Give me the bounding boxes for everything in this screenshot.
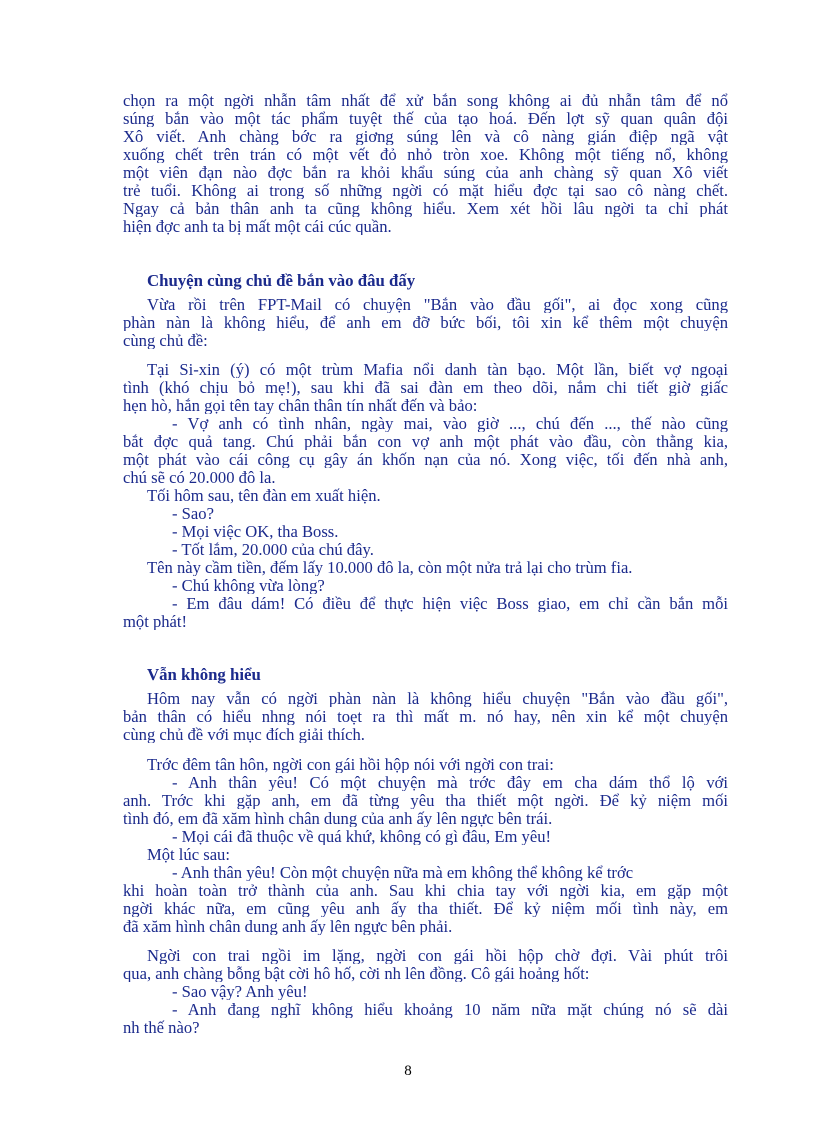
text-line: Tên này cầm tiền, đếm lấy 10.000 đô la, còn một nửa trả lại cho trùm fia. xyxy=(147,559,633,576)
story2-title: Chuyện cùng chủ đề bắn vào đâu đấy xyxy=(147,271,416,290)
page-number: 8 xyxy=(404,1063,412,1079)
text-line: phàn nàn là không hiểu, để anh em đỡ bức bối, tôi xin kể thêm một chuyện xyxy=(123,314,728,331)
text-line: - Mọi việc OK, tha Boss. xyxy=(172,523,339,540)
text-line: Vừa rồi trên FPT-Mail có chuyện "Bắn vào đầu gối", ai đọc xong cũng xyxy=(147,296,728,313)
text-line: - Tốt lắm, 20.000 của chú đây. xyxy=(172,541,374,558)
text-line: Hôm nay vẫn có ngời phàn nàn là không hiểu chuyện "Bắn vào đầu gối", xyxy=(147,690,728,707)
text-line: Một lúc sau: xyxy=(147,846,230,863)
text-line: Ngời con trai ngồi im lặng, ngời con gái hồi hộp chờ đợi. Vài phút trôi xyxy=(147,947,728,964)
text-line: hiện đợc anh ta bị mất một cái cúc quần. xyxy=(123,218,392,235)
text-line: anh. Trớc khi gặp anh, em đã từng yêu tha thiết một ngời. Để kỷ niệm mối xyxy=(123,792,728,809)
text-line: chọn ra một ngời nhẫn tâm nhất để xử bắn song không ai đủ nhẫn tâm để nổ xyxy=(123,92,728,109)
text-line: cùng chủ đề với mục đích giải thích. xyxy=(123,726,365,743)
text-line: chú sẽ có 20.000 đô la. xyxy=(123,469,276,486)
text-line: - Sao vậy? Anh yêu! xyxy=(172,983,308,1000)
text-line: - Chú không vừa lòng? xyxy=(172,577,325,594)
text-line: Tối hôm sau, tên đàn em xuất hiện. xyxy=(147,487,381,504)
text-line: tình đó, em đã xăm hình chân dung của anh ấy lên ngực bên trái. xyxy=(123,810,553,827)
text-line: một phát! xyxy=(123,613,188,630)
text-line: - Mọi cái đã thuộc về quá khứ, không có gì đâu, Em yêu! xyxy=(172,828,552,845)
text-line: Xô viết. Anh chàng bớc ra giơng súng lên và cô nàng gián điệp ngã vật xyxy=(123,128,728,145)
text-line: - Anh thân yêu! Còn một chuyện nữa mà em không thể không kể trớc xyxy=(172,864,634,881)
text-line: nh thế nào? xyxy=(123,1019,200,1036)
text-line: - Sao? xyxy=(172,505,214,522)
text-line: Tại Si-xin (ý) có một trùm Mafia nổi danh tàn bạo. Một lần, biết vợ ngoại xyxy=(147,361,728,378)
text-line: bản thân có hiểu nhng nói toẹt ra thì mất m. nó hay, nên xin kể một chuyện xyxy=(123,708,728,725)
text-line: tình (khó chịu bỏ mẹ!), sau khi đã sai đàn em theo dõi, nắm chi tiết giờ giấc xyxy=(123,379,728,396)
text-line: một viên đạn nào đợc bắn ra khỏi khẩu súng của anh chàng sỹ quan Xô viết xyxy=(123,164,728,181)
text-line: - Vợ anh có tình nhân, ngày mai, vào giờ ..., chú đến ..., thế nào cũng xyxy=(172,415,728,432)
text-line: hẹn hò, hắn gọi tên tay chân thân tín nhất đến và bảo: xyxy=(123,397,478,414)
text-line: xuống chết trên trán có một vết đỏ nhỏ tròn xoe. Không một tiếng nổ, không xyxy=(123,146,728,163)
text-line: bắt đợc quả tang. Chú phải bắn con vợ anh một phát vào đầu, còn thằng kia, xyxy=(123,433,728,450)
text-line: - Anh thân yêu! Có một chuyện mà trớc đây em cha dám thổ lộ với xyxy=(172,774,728,791)
text-line: trẻ tuổi. Không ai trong số những ngời có mặt hiểu đợc tại sao cô nàng chết. xyxy=(123,182,728,199)
text-line: ngời khác nữa, em cũng yêu anh ấy tha thiết. Để kỷ niệm mối tình này, em xyxy=(123,900,728,917)
text-line: một phát vào cái công cụ gây án khốn nạn của nó. Xong việc, tối đến nhà anh, xyxy=(123,451,728,468)
text-line: - Em đâu dám! Có điều để thực hiện việc Boss giao, em chỉ cần bắn mỗi xyxy=(172,595,728,612)
text-line: Ngay cả bản thân anh ta cũng không hiểu. Xem xét hồi lâu ngời ta chỉ phát xyxy=(123,200,728,217)
text-line: - Anh đang nghĩ không hiểu khoảng 10 năm nữa mặt chúng nó sẽ dài xyxy=(172,1001,728,1018)
text-line: qua, anh chàng bỗng bật cời hô hố, cời nh lên đồng. Cô gái hoảng hốt: xyxy=(123,965,590,982)
text-line: súng bắn vào một tác phẩm tuyệt thế của tạo hoá. Đến lợt sỹ quan quân đội xyxy=(123,110,728,127)
text-line: đã xăm hình chân dung anh ấy lên ngực bên phải. xyxy=(123,918,453,935)
story3-title: Vẫn không hiểu xyxy=(147,665,261,684)
text-line: Trớc đêm tân hôn, ngời con gái hồi hộp nói với ngời con trai: xyxy=(147,756,554,773)
text-line: khi hoàn toàn trở thành của anh. Sau khi chia tay với ngời kia, em gặp một xyxy=(123,882,728,899)
text-line: cùng chủ đề: xyxy=(123,332,208,349)
